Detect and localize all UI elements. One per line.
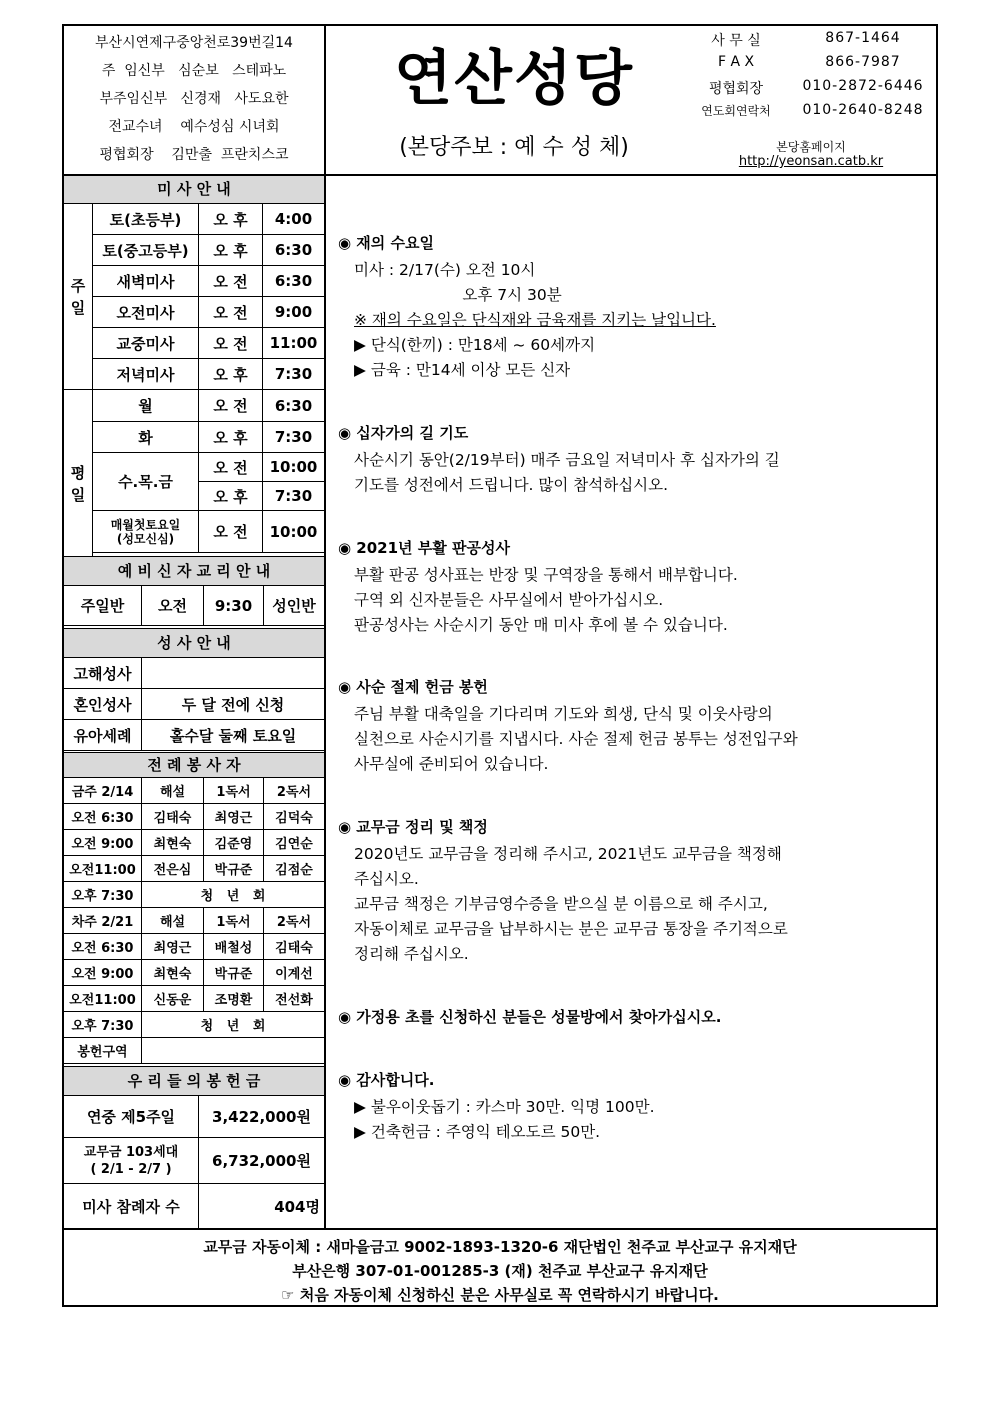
mass-ampm: 오 후 [199, 482, 263, 511]
mass-name: 오전미사 [93, 297, 199, 328]
server-name: 김연순 [264, 830, 324, 856]
announcement-title: ◉ 2021년 부활 판공성사 [338, 539, 510, 557]
server-name: 최현숙 [142, 960, 204, 986]
announcement-title: ◉ 사순 절제 헌금 봉헌 [338, 678, 488, 696]
mass-name: 토(중고등부) [93, 235, 199, 266]
offering-value: 404명 [274, 1197, 320, 1216]
weekday-label: 평 일 [64, 390, 93, 578]
announcement-line: 부활 판공 성사표는 반장 및 구역장을 통해서 배부합니다. [354, 566, 738, 584]
parish-title: 연산성당 [394, 44, 634, 114]
announcement-line: 오후 7시 30분 [354, 286, 562, 304]
announcement-title: ◉ 가정용 초를 신청하신 분들은 성물방에서 찾아가십시오. [338, 1008, 722, 1026]
announcement-line: ▶ 불우이웃돕기 : 카스마 30만. 익명 100만. [354, 1098, 655, 1116]
mass-name: 토(초등부) [93, 204, 199, 235]
offering-label: 교무금 103세대 ( 2/1 - 2/7 ) [64, 1138, 199, 1184]
announcement-line: 판공성사는 사순시기 동안 매 미사 후에 볼 수 있습니다. [354, 616, 728, 634]
server-name: 박규준 [204, 856, 264, 882]
mass-name: 화 [93, 422, 199, 453]
server-name: 박규준 [204, 960, 264, 986]
contact-row [684, 30, 938, 52]
contacts-block [684, 26, 938, 174]
sacrament-value: 홀수달 둘째 토요일 [142, 720, 324, 751]
offering-label: 미사 참례자 수 [64, 1184, 199, 1228]
sacrament-value [142, 658, 324, 689]
header-info-block [64, 26, 326, 174]
mass-time: 6:30 [263, 235, 324, 266]
server-name: 배철성 [204, 934, 264, 960]
server-time: 오후 7:30 [64, 882, 142, 908]
mass-name: 교중미사 [93, 328, 199, 359]
sacrament-value: 두 달 전에 신청 [142, 689, 324, 720]
footer-line: ☞ 처음 자동이체 신청하신 분은 사무실로 꼭 연락하시기 바랍니다. [281, 1286, 719, 1304]
announcement-line: 사무실에 준비되어 있습니다. [354, 755, 549, 773]
server-time: 오전 6:30 [64, 804, 142, 830]
announcement-line: ※ 재의 수요일은 단식재와 금육재를 지키는 날입니다. [354, 311, 716, 329]
server-name: 신동운 [142, 986, 204, 1012]
server-time: 오전11:00 [64, 986, 142, 1012]
mass-name: 월 [93, 390, 199, 422]
contact-row [684, 54, 938, 76]
mass-heading: 미 사 안 내 [64, 176, 324, 204]
catechumen-group: 성인반 [264, 586, 324, 626]
mass-name: 매월첫토요일 (성모신심) [93, 511, 199, 553]
bulletin-subtitle: (본당주보 : 예 수 성 체) [399, 135, 629, 160]
mass-time: 9:00 [263, 297, 324, 328]
server-header-cell: 1독서 [204, 778, 264, 804]
mass-name: 새벽미사 [93, 266, 199, 297]
announcements [328, 176, 936, 1228]
sunday-label: 주 일 [64, 204, 93, 390]
footer-line: 부산은행 307-01-001285-3 (재) 천주교 부산교구 유지재단 [292, 1262, 708, 1280]
contact-row [684, 102, 938, 124]
server-header-cell: 1독서 [204, 908, 264, 934]
announcement-line: 미사 : 2/17(수) 오전 10시 [354, 261, 536, 279]
council-president-line: 평협회장 김만출 프란치스코 [99, 147, 289, 163]
server-time: 오전11:00 [64, 856, 142, 882]
server-group: 청 년 회 [142, 882, 324, 908]
server-name: 김준영 [204, 830, 264, 856]
catechumen-time: 9:30 [204, 586, 264, 626]
announcement-line: ▶ 건축헌금 : 주영익 테오도르 50만. [354, 1123, 601, 1141]
announcement-line: 주십시오. [354, 870, 419, 888]
server-name: 최영근 [142, 934, 204, 960]
server-header-cell: 해설 [142, 778, 204, 804]
sacrament-name: 혼인성사 [64, 689, 142, 720]
bulletin-frame [62, 24, 938, 1307]
contact-label: 사 무 실 [711, 33, 761, 49]
footer [64, 1228, 936, 1307]
mass-ampm: 오 전 [199, 390, 263, 422]
mass-time: 7:30 [263, 359, 324, 390]
sister-line: 전교수녀 예수성심 시녀회 [108, 119, 280, 135]
server-name: 전은심 [142, 856, 204, 882]
announcement-line: ▶ 단식(한끼) : 만18세 ~ 60세까지 [354, 336, 596, 354]
announcement-line: 교무금 책정은 기부금영수증을 받으실 분 이름으로 해 주시고, [354, 895, 768, 913]
contact-label: 평협회장 [708, 81, 764, 97]
district-value [142, 1038, 324, 1064]
announcement-line: 실천으로 사순시기를 지냅시다. 사순 절제 헌금 봉투는 성전입구와 [354, 730, 798, 748]
server-group: 청 년 회 [142, 1012, 324, 1038]
sacrament-name: 유아세례 [64, 720, 142, 751]
server-name: 이계선 [264, 960, 324, 986]
mass-ampm: 오 후 [199, 422, 263, 453]
mass-time: 11:00 [263, 328, 324, 359]
announcement-line: 사순시기 동안(2/19부터) 매주 금요일 저녁미사 후 십자가의 길 [354, 451, 780, 469]
server-time: 오전 9:00 [64, 830, 142, 856]
contact-value: 867-1464 [825, 30, 901, 46]
mass-ampm: 오 후 [199, 359, 263, 390]
catechumen-class: 주일반 [64, 586, 142, 626]
mass-time: 6:30 [263, 266, 324, 297]
homepage-label: 본당홈페이지 [776, 140, 846, 154]
announcement-line: ▶ 금육 : 만14세 이상 모든 신자 [354, 361, 571, 379]
mass-time: 4:00 [263, 204, 324, 235]
mass-ampm: 오 전 [199, 453, 263, 482]
mass-time: 10:00 [263, 453, 324, 482]
announcement-title: ◉ 재의 수요일 [338, 234, 434, 252]
contact-row [684, 78, 938, 100]
mass-time: 6:30 [263, 390, 324, 422]
mass-name: 수.목.금 [93, 453, 199, 511]
server-name: 조명환 [204, 986, 264, 1012]
mass-time: 10:00 [263, 511, 324, 553]
server-name: 최영근 [204, 804, 264, 830]
catechumen-heading: 예 비 신 자 교 리 안 내 [64, 556, 324, 586]
contact-value: 010-2872-6446 [802, 78, 924, 94]
server-name: 김덕숙 [264, 804, 324, 830]
server-time: 오전 9:00 [64, 960, 142, 986]
server-name: 최현숙 [142, 830, 204, 856]
footer-line: 교무금 자동이체 : 새마을금고 9002-1893-1320-6 재단법인 천주교 부산교구 유지재단 [203, 1238, 797, 1256]
announcement-line: 자동이체로 교무금을 납부하시는 분은 교무금 통장을 주기적으로 [354, 920, 788, 938]
mass-ampm: 오 후 [199, 204, 263, 235]
server-name: 전선화 [264, 986, 324, 1012]
address-line: 부산시연제구중앙천로39번길14 [95, 35, 293, 51]
announcement-line: 기도를 성전에서 드립니다. 많이 참석하십시오. [354, 476, 669, 494]
servers-heading: 전 례 봉 사 자 [64, 752, 324, 778]
schedule-column [64, 176, 326, 1228]
homepage-link[interactable]: http://yeonsan.catb.kr [738, 154, 884, 169]
server-time: 오전 6:30 [64, 934, 142, 960]
server-header-cell: 해설 [142, 908, 204, 934]
sacraments-heading: 성 사 안 내 [64, 628, 324, 658]
mass-ampm: 오 후 [199, 235, 263, 266]
announcement-line: 구역 외 신자분들은 사무실에서 받아가십시오. [354, 591, 664, 609]
mass-ampm: 오 전 [199, 297, 263, 328]
server-name: 김점순 [264, 856, 324, 882]
contact-value: 866-7987 [825, 54, 901, 70]
pastor-line: 주 임신부 심순보 스테파노 [101, 63, 287, 79]
offering-value: 6,732,000원 [199, 1138, 324, 1184]
contact-label: F A X [717, 54, 755, 70]
announcement-line: 주님 부활 대축일을 기다리며 기도와 희생, 단식 및 이웃사랑의 [354, 705, 773, 723]
district-label: 봉헌구역 [64, 1038, 142, 1064]
announcement-title: ◉ 교무금 정리 및 책정 [338, 818, 488, 836]
server-header-cell: 차주 2/21 [64, 908, 142, 934]
server-header-cell: 2독서 [264, 778, 324, 804]
server-header-cell: 금주 2/14 [64, 778, 142, 804]
mass-time: 7:30 [263, 422, 324, 453]
mass-ampm: 오 전 [199, 511, 263, 553]
announcement-title: ◉ 십자가의 길 기도 [338, 424, 469, 442]
assistant-pastor-line: 부주임신부 신경재 사도요한 [99, 91, 289, 107]
announcement-line: 정리해 주십시오. [354, 945, 469, 963]
sacrament-name: 고해성사 [64, 658, 142, 689]
offering-heading: 우 리 들 의 봉 헌 금 [64, 1066, 324, 1096]
contact-value: 010-2640-8248 [802, 102, 924, 118]
mass-name: 저녁미사 [93, 359, 199, 390]
server-name: 김태숙 [264, 934, 324, 960]
offering-label: 연중 제5주일 [64, 1096, 199, 1138]
announcement-line: 2020년도 교무금을 정리해 주시고, 2021년도 교무금을 책정해 [354, 845, 782, 863]
mass-time: 7:30 [263, 482, 324, 511]
mass-ampm: 오 전 [199, 266, 263, 297]
offering-value: 3,422,000원 [199, 1096, 324, 1138]
server-header-cell: 2독서 [264, 908, 324, 934]
announcement-title: ◉ 감사합니다. [338, 1071, 435, 1089]
contact-label: 연도회연락처 [701, 104, 771, 118]
mass-ampm: 오 전 [199, 328, 263, 359]
server-name: 김태숙 [142, 804, 204, 830]
catechumen-ampm: 오전 [142, 586, 204, 626]
server-time: 오후 7:30 [64, 1012, 142, 1038]
